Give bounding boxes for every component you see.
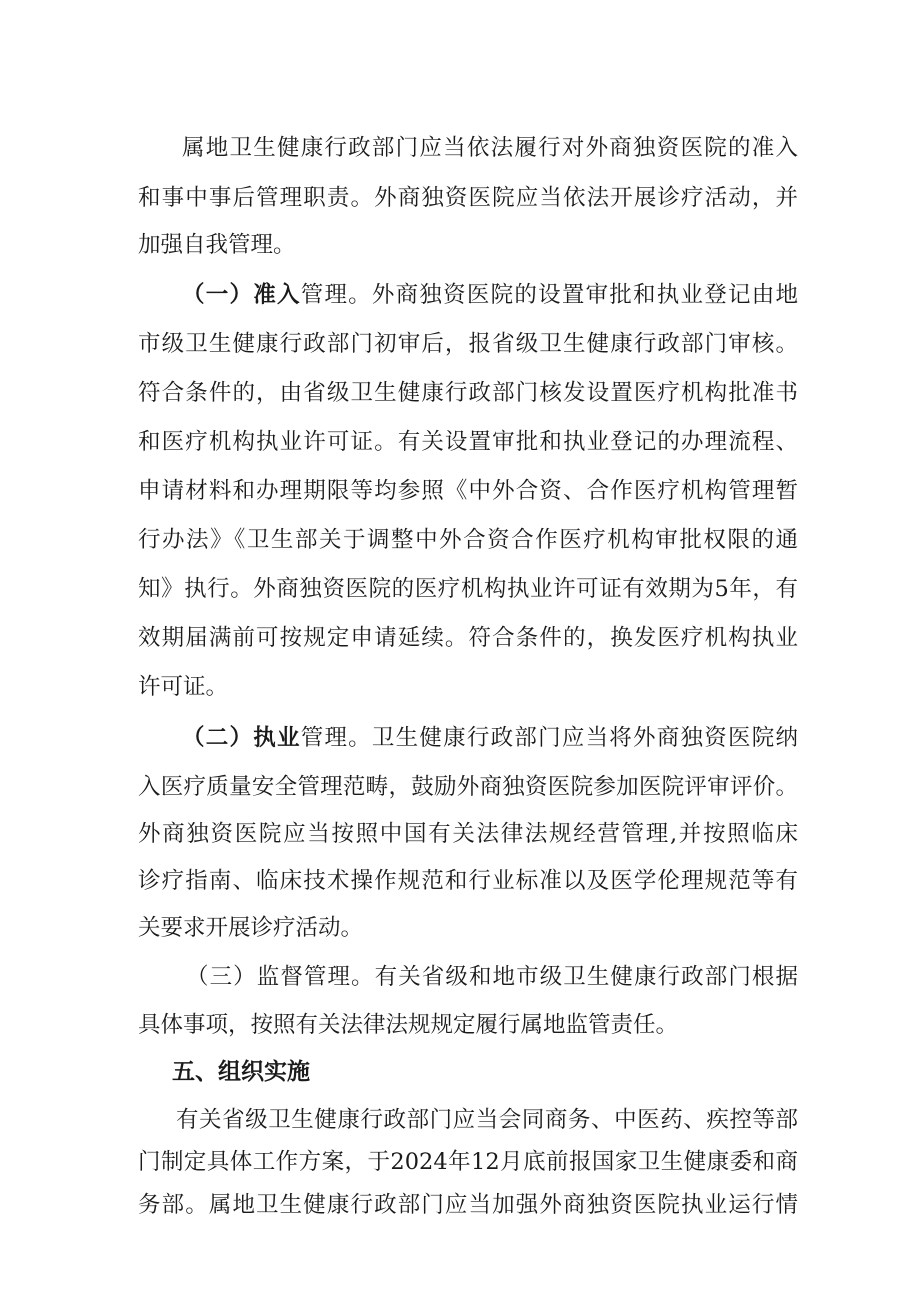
paragraph-line: 知》执行。外商独资医院的医疗机构执业许可证有效期为5年，有: [138, 576, 798, 602]
paragraph-line: 加强自我管理。: [138, 232, 296, 258]
paragraph-line: 许可证。: [138, 674, 229, 700]
section-3-first-line: （三）监督管理。有关省级和地市级卫生健康行政部门根据: [186, 964, 798, 990]
chapter-heading: 五、组织实施: [172, 1059, 310, 1085]
section-2-title: （二）执业: [182, 725, 301, 751]
paragraph-line: 务部。属地卫生健康行政部门应当加强外商独资医院执业运行情: [138, 1192, 798, 1218]
paragraph-line: 申请材料和办理期限等均参照《中外合资、合作医疗机构管理暂: [138, 478, 798, 504]
section-2-first-line-rest: 管理。卫生健康行政部门应当将外商独资医院纳: [300, 725, 798, 751]
section-2-first-line: [182, 716, 798, 760]
paragraph-line: 行办法》《卫生部关于调整中外合资合作医疗机构审批权限的通: [138, 527, 798, 553]
paragraph-line: 属地卫生健康行政部门应当依法履行对外商独资医院的准入: [182, 135, 798, 161]
section-1-title: （一）准入: [182, 282, 301, 308]
paragraph-line: 有关省级卫生健康行政部门应当会同商务、中医药、疾控等部: [176, 1107, 798, 1133]
paragraph-line: 符合条件的，由省级卫生健康行政部门核发设置医疗机构批准书: [138, 380, 798, 406]
paragraph-line: 和事中事后管理职责。外商独资医院应当依法开展诊疗活动，并: [138, 185, 798, 211]
paragraph-line: 具体事项，按照有关法律法规规定履行属地监管责任。: [138, 1012, 679, 1038]
paragraph-line: 市级卫生健康行政部门初审后，报省级卫生健康行政部门审核。: [138, 331, 798, 357]
paragraph-line: 门制定具体工作方案，于2024年12月底前报国家卫生健康委和商: [138, 1149, 798, 1175]
paragraph-line: 诊疗指南、临床技术操作规范和行业标准以及医学伦理规范等有: [138, 868, 798, 894]
paragraph-line: 外商独资医院应当按照中国有关法律法规经营管理,并按照临床: [138, 821, 798, 847]
paragraph-line: 效期届满前可按规定申请延续。符合条件的，换发医疗机构执业: [138, 625, 798, 651]
section-1-first-line: [182, 273, 798, 317]
paragraph-line: 入医疗质量安全管理范畴，鼓励外商独资医院参加医院评审评价。: [138, 774, 798, 800]
paragraph-line: 和医疗机构执业许可证。有关设置审批和执业登记的办理流程、: [138, 429, 798, 455]
section-1-first-line-rest: 管理。外商独资医院的设置审批和执业登记由地: [300, 282, 798, 308]
paragraph-line: 关要求开展诊疗活动。: [138, 915, 364, 941]
